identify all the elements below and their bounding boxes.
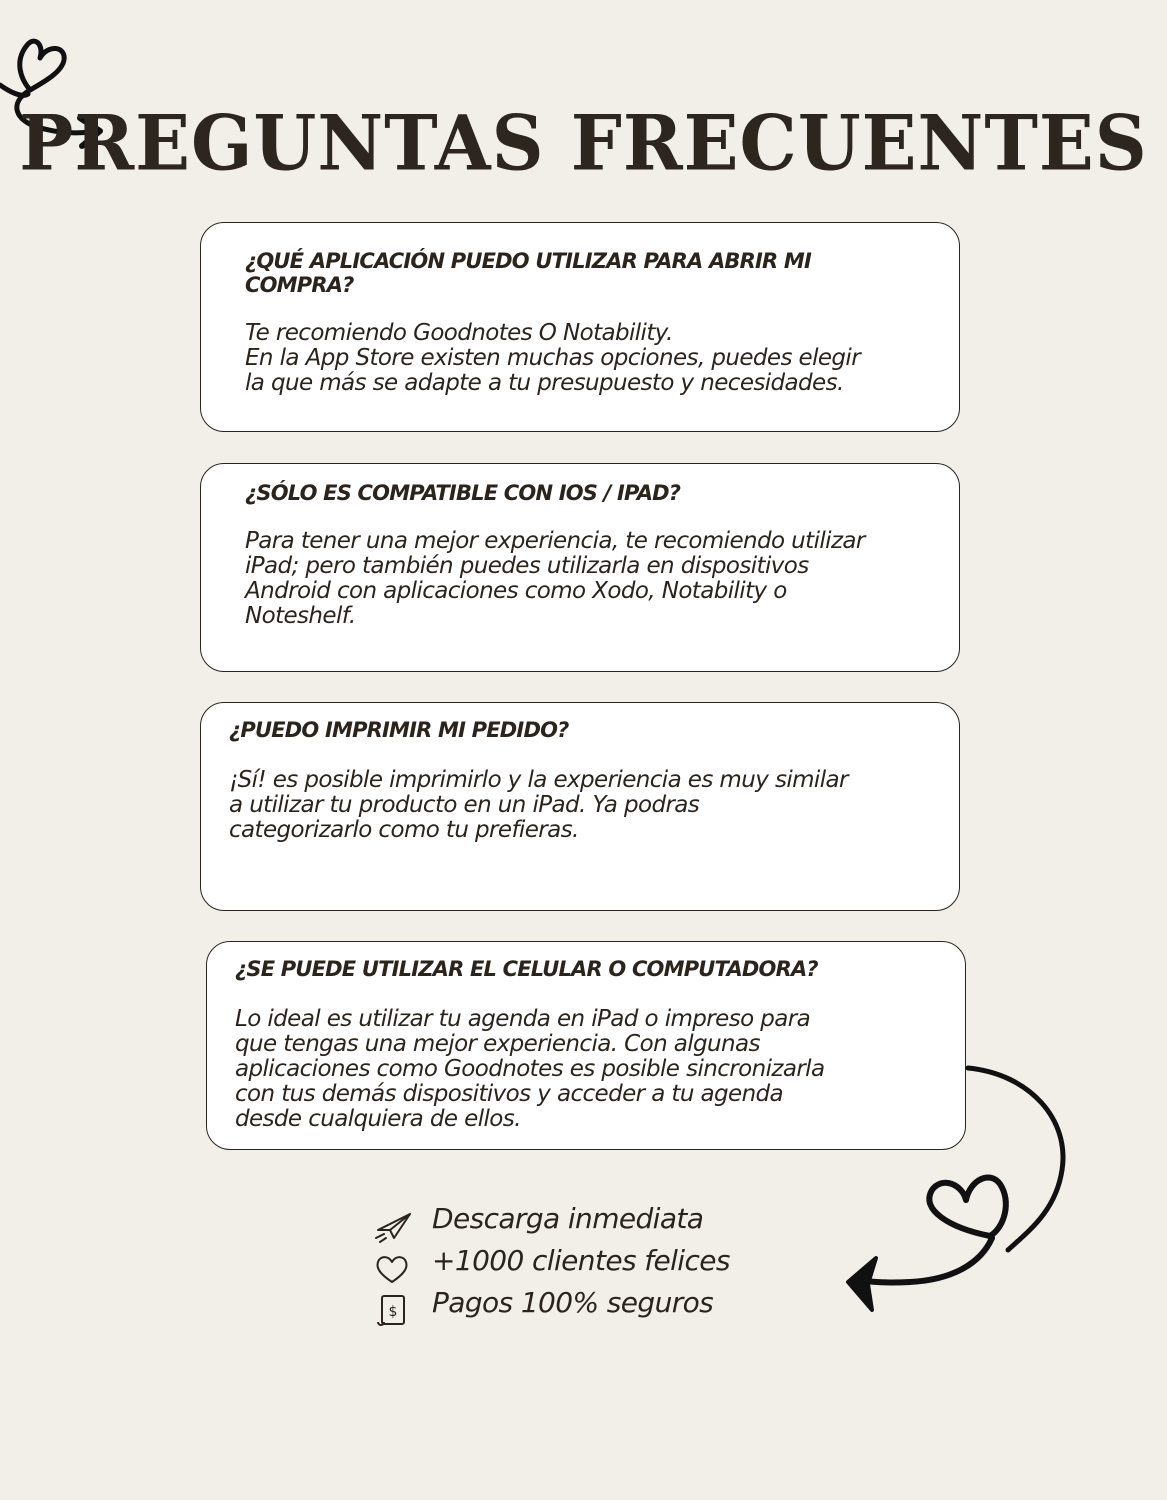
faq-answer-line: ¡Sí! es posible imprimirlo y la experiencia es muy similar [229, 767, 848, 793]
svg-text:$: $ [388, 1304, 398, 1320]
faq-answer-line: En la App Store existen muchas opciones, puedes elegir [245, 345, 861, 371]
faq-answer-line: aplicaciones como Goodnotes es posible sincronizarla [235, 1056, 825, 1082]
faq-answer-line: Android con aplicaciones como Xodo, Notability o [245, 578, 787, 604]
faq-answer [245, 529, 935, 629]
heart-arrow-doodle-bottom-icon [840, 1060, 1070, 1320]
faq-answer-line: a utilizar tu producto en un iPad. Ya podras [229, 792, 700, 818]
faq-answer-line: categorizarlo como tu prefieras. [229, 817, 579, 843]
feature-item [372, 1200, 792, 1242]
page-title: PREGUNTAS FRECUENTES [19, 97, 1148, 188]
faq-answer-line: con tus demás dispositivos y acceder a tu agenda [235, 1081, 784, 1107]
feature-text: +1000 clientes felices [432, 1244, 730, 1277]
heart-outline-icon [372, 1250, 412, 1286]
features-list [372, 1200, 792, 1326]
faq-answer [235, 1007, 925, 1132]
faq-answer-line: que tengas una mejor experiencia. Con algunas [235, 1031, 760, 1057]
faq-answer-line: Noteshelf. [245, 603, 356, 629]
faq-answer-line: Te recomiendo Goodnotes O Notability. [245, 320, 673, 346]
feature-item [372, 1284, 792, 1326]
faq-question: ¿PUEDO IMPRIMIR MI PEDIDO? [229, 718, 569, 742]
faq-card [200, 463, 960, 672]
faq-card [200, 222, 960, 432]
faq-answer-line: iPad; pero también puedes utilizarla en dispositivos [245, 553, 809, 579]
faq-answer-line: Lo ideal es utilizar tu agenda en iPad o impreso para [235, 1006, 811, 1032]
faq-answer [245, 321, 935, 396]
faq-question: ¿QUÉ APLICACIÓN PUEDO UTILIZAR PARA ABRIR MI COMPRA? [245, 249, 811, 297]
faq-answer-line: Para tener una mejor experiencia, te recomiendo utilizar [245, 528, 865, 554]
receipt-dollar-icon [372, 1292, 412, 1328]
faq-card [200, 702, 960, 911]
faq-answer-line: desde cualquiera de ellos. [235, 1106, 521, 1132]
feature-text: Descarga inmediata [432, 1202, 704, 1235]
faq-question: ¿SÓLO ES COMPATIBLE CON IOS / IPAD? [245, 481, 681, 505]
faq-answer [229, 768, 919, 843]
faq-answer-line: la que más se adapte a tu presupuesto y necesidades. [245, 370, 844, 396]
faq-question: ¿SE PUEDE UTILIZAR EL CELULAR O COMPUTADORA? [235, 957, 818, 981]
feature-item [372, 1242, 792, 1284]
feature-text: Pagos 100% seguros [432, 1286, 714, 1319]
paper-plane-icon [372, 1208, 412, 1244]
